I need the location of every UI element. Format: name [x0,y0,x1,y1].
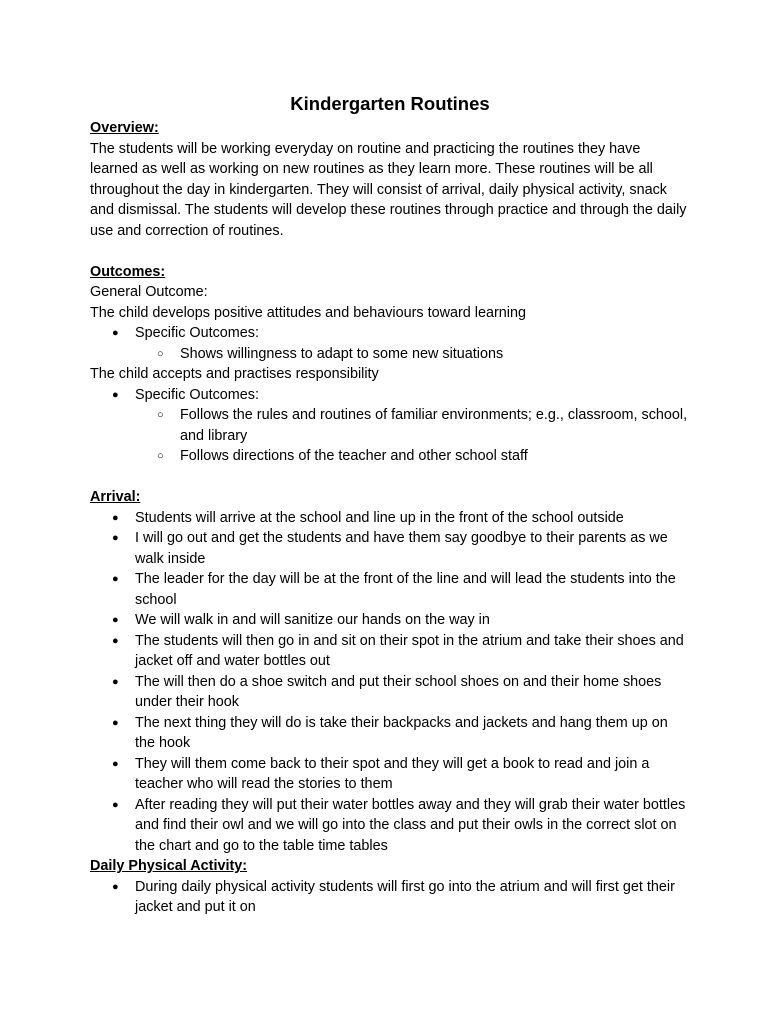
outcome-list [90,385,690,467]
list-item: ● The will then do a shoe switch and put their school shoes on and their home shoes under their hook [90,672,690,713]
spacer [90,467,690,488]
specific-outcome: ○ Shows willingness to adapt to some new situations [135,344,690,365]
specific-outcome: ○ Follows directions of the teacher and other school staff [135,446,690,467]
specific-outcomes-item [90,323,690,364]
list-item: ● The students will then go in and sit on their spot in the atrium and take their shoes and jacket off and water bottles out [90,631,690,672]
outcome-list [90,323,690,364]
specific-outcomes-sublist [135,344,690,365]
outcomes-heading: Outcomes: [90,263,166,280]
list-item: ● During daily physical activity students will first go into the atrium and will first get their jacket and put it on [90,877,690,918]
document-page [90,92,690,918]
specific-outcomes-item [90,385,690,467]
specific-outcome: ○ Follows the rules and routines of familiar environments; e.g., classroom, school, and library [135,405,690,446]
specific-outcomes-label: Specific Outcomes: [135,325,259,341]
arrival-heading: Arrival: [90,489,141,505]
general-outcome-label: General Outcome: [90,284,208,300]
spacer [90,241,690,262]
daily-physical-activity-list [90,877,690,918]
overview-heading: Overview: [90,120,159,136]
overview-text: The students will be working everyday on routine and practicing the routines they have learned as well as working on new routines as they learn more. These routines will be all throughout the day in kindergarten. They will consist of arrival, daily physical activity, snack and dismissal. The students will develop these routines through practice and through the daily use and correction of routines. [90,140,687,239]
list-item: ● After reading they will put their water bottles away and they will grab their water bottles and find their owl and we will go into the class and put their owls in the correct slot on the chart and go to the table time tables [90,795,690,857]
outcome-statement: The child accepts and practises responsibility [90,366,379,382]
daily-physical-activity-heading: Daily Physical Activity: [90,858,248,874]
list-item: ● I will go out and get the students and have them say goodbye to their parents as we walk inside [90,528,690,569]
list-item: ● Students will arrive at the school and line up in the front of the school outside [90,508,690,529]
specific-outcomes-sublist [135,405,690,467]
list-item: ● The leader for the day will be at the front of the line and will lead the students into the school [90,569,690,610]
list-item: ● The next thing they will do is take their backpacks and jackets and hang them up on the hook [90,713,690,754]
document-title: Kindergarten Routines [290,93,490,114]
list-item: ● They will them come back to their spot and they will get a book to read and join a teacher who will read the stories to them [90,754,690,795]
specific-outcomes-label: Specific Outcomes: [135,386,259,403]
list-item: ● We will walk in and will sanitize our hands on the way in [90,610,690,631]
outcome-statement: The child develops positive attitudes and behaviours toward learning [90,304,526,321]
arrival-list [90,508,690,857]
